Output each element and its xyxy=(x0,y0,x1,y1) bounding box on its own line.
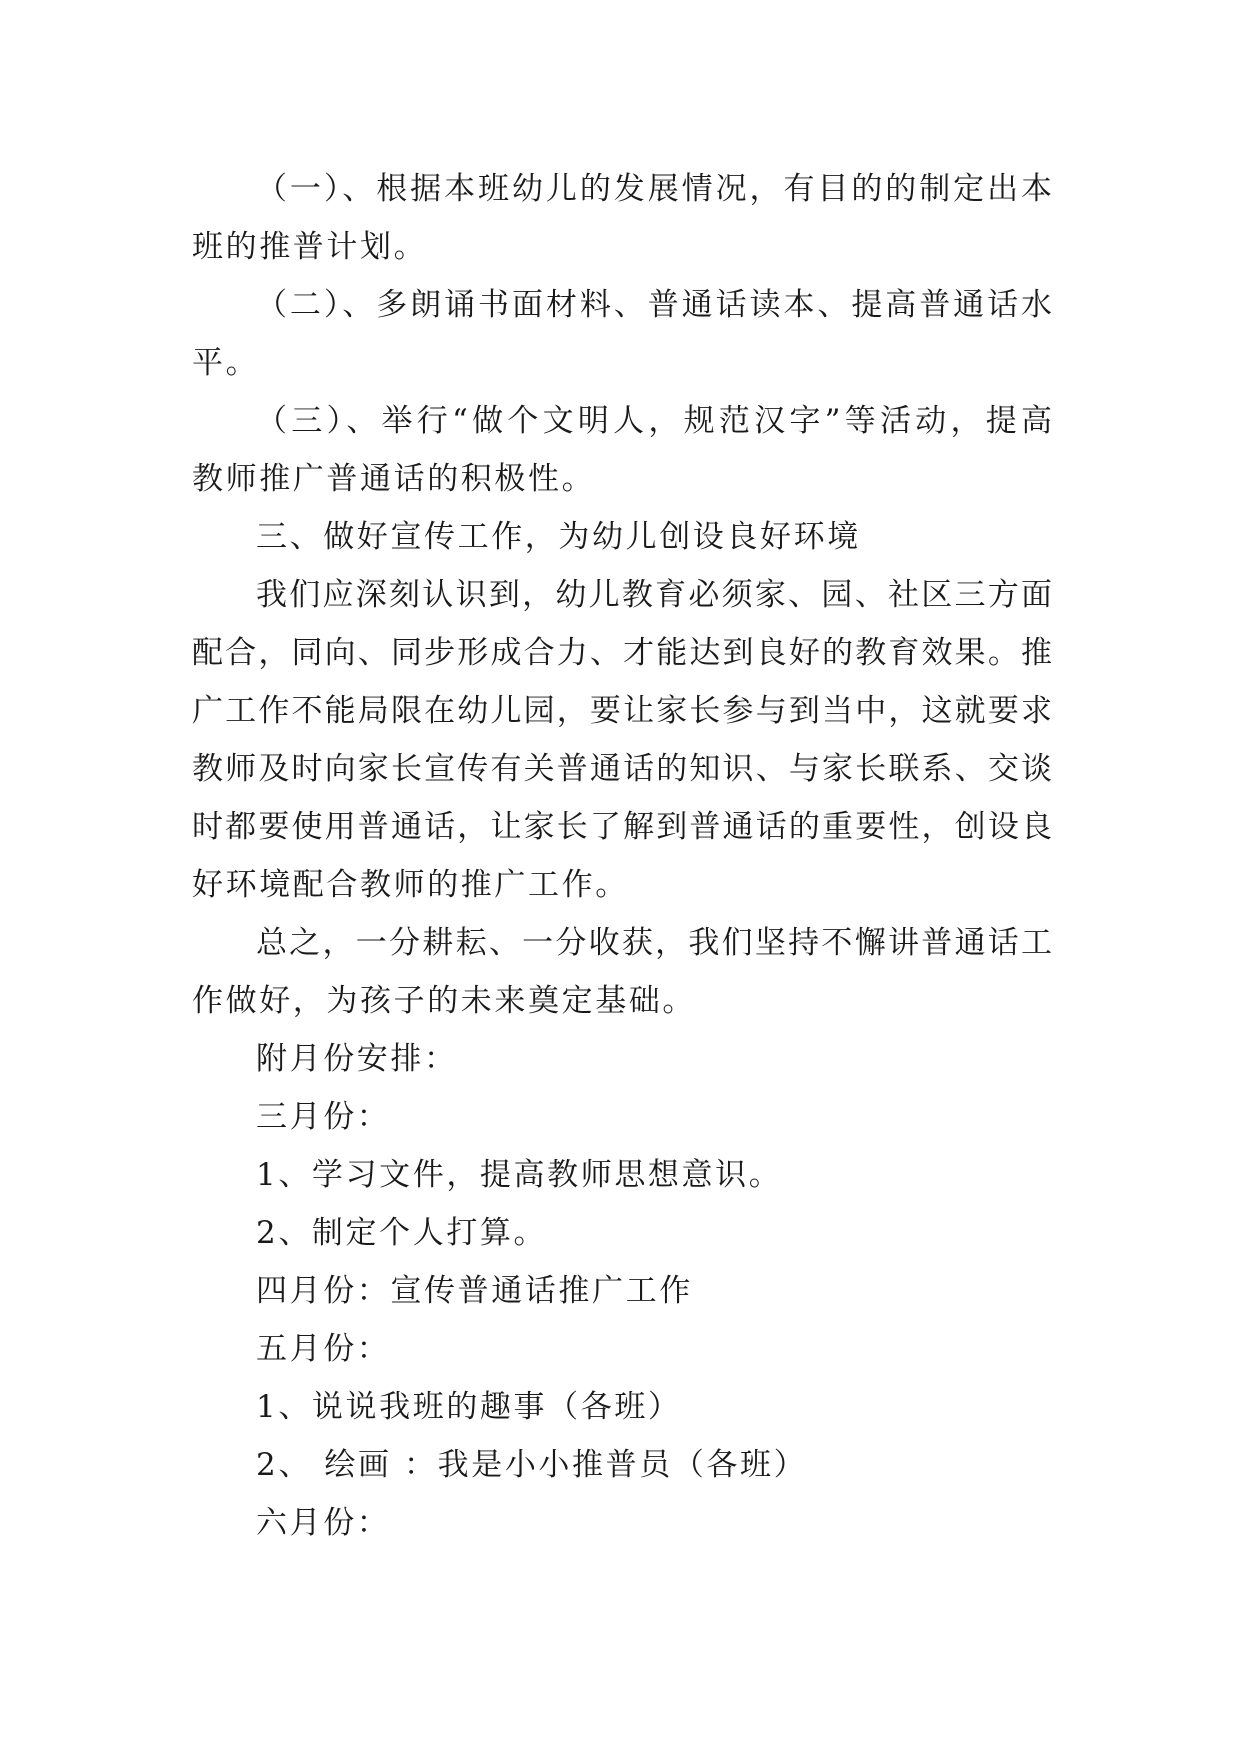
paragraph-item-1-line-1: （一）、根据本班幼儿的发展情况，有目的的制定出本 xyxy=(256,171,1052,207)
schedule-march-item-2: 2、制定个人打算。 xyxy=(256,1215,548,1251)
paragraph-item-2-line-2: 平。 xyxy=(192,345,260,381)
paragraph-publicity-line-3: 广工作不能局限在幼儿园，要让家长参与到当中，这就要求 xyxy=(192,693,1052,729)
paragraph-publicity-line-4: 教师及时向家长宣传有关普通话的知识、与家长联系、交谈 xyxy=(192,751,1052,787)
schedule-may-item-1: 1、说说我班的趣事（各班） xyxy=(256,1389,682,1425)
paragraph-item-3-line-1: （三）、举行“做个文明人，规范汉字”等活动，提高 xyxy=(256,403,1052,439)
schedule-april: 四月份：宣传普通话推广工作 xyxy=(256,1273,693,1309)
paragraph-publicity-line-1: 我们应深刻认识到，幼儿教育必须家、园、社区三方面 xyxy=(256,577,1052,613)
schedule-june: 六月份： xyxy=(256,1505,391,1541)
document-body xyxy=(192,160,1052,1552)
schedule-march: 三月份： xyxy=(256,1099,391,1135)
paragraph-item-2-line-1: （二）、多朗诵书面材料、普通话读本、提高普通话水 xyxy=(256,287,1052,323)
schedule-heading: 附月份安排： xyxy=(256,1041,458,1077)
paragraph-item-3-line-2: 教师推广普通话的积极性。 xyxy=(192,461,596,497)
paragraph-item-1-line-2: 班的推普计划。 xyxy=(192,229,428,265)
section-heading-3: 三、做好宣传工作，为幼儿创设良好环境 xyxy=(256,519,861,555)
paragraph-publicity-line-5: 时都要使用普通话，让家长了解到普通话的重要性，创设良 xyxy=(192,809,1052,845)
paragraph-summary-line-2: 作做好，为孩子的未来奠定基础。 xyxy=(192,983,696,1019)
schedule-march-item-1: 1、学习文件，提高教师思想意识。 xyxy=(256,1157,783,1193)
schedule-may-item-2: 2、 绘画 ：我是小小推普员（各班） xyxy=(256,1447,808,1483)
schedule-may: 五月份： xyxy=(256,1331,391,1367)
paragraph-publicity-line-2: 配合，同向、同步形成合力、才能达到良好的教育效果。推 xyxy=(192,635,1052,671)
paragraph-publicity-line-6: 好环境配合教师的推广工作。 xyxy=(192,867,629,903)
paragraph-summary-line-1: 总之，一分耕耘、一分收获，我们坚持不懈讲普通话工 xyxy=(256,925,1052,961)
